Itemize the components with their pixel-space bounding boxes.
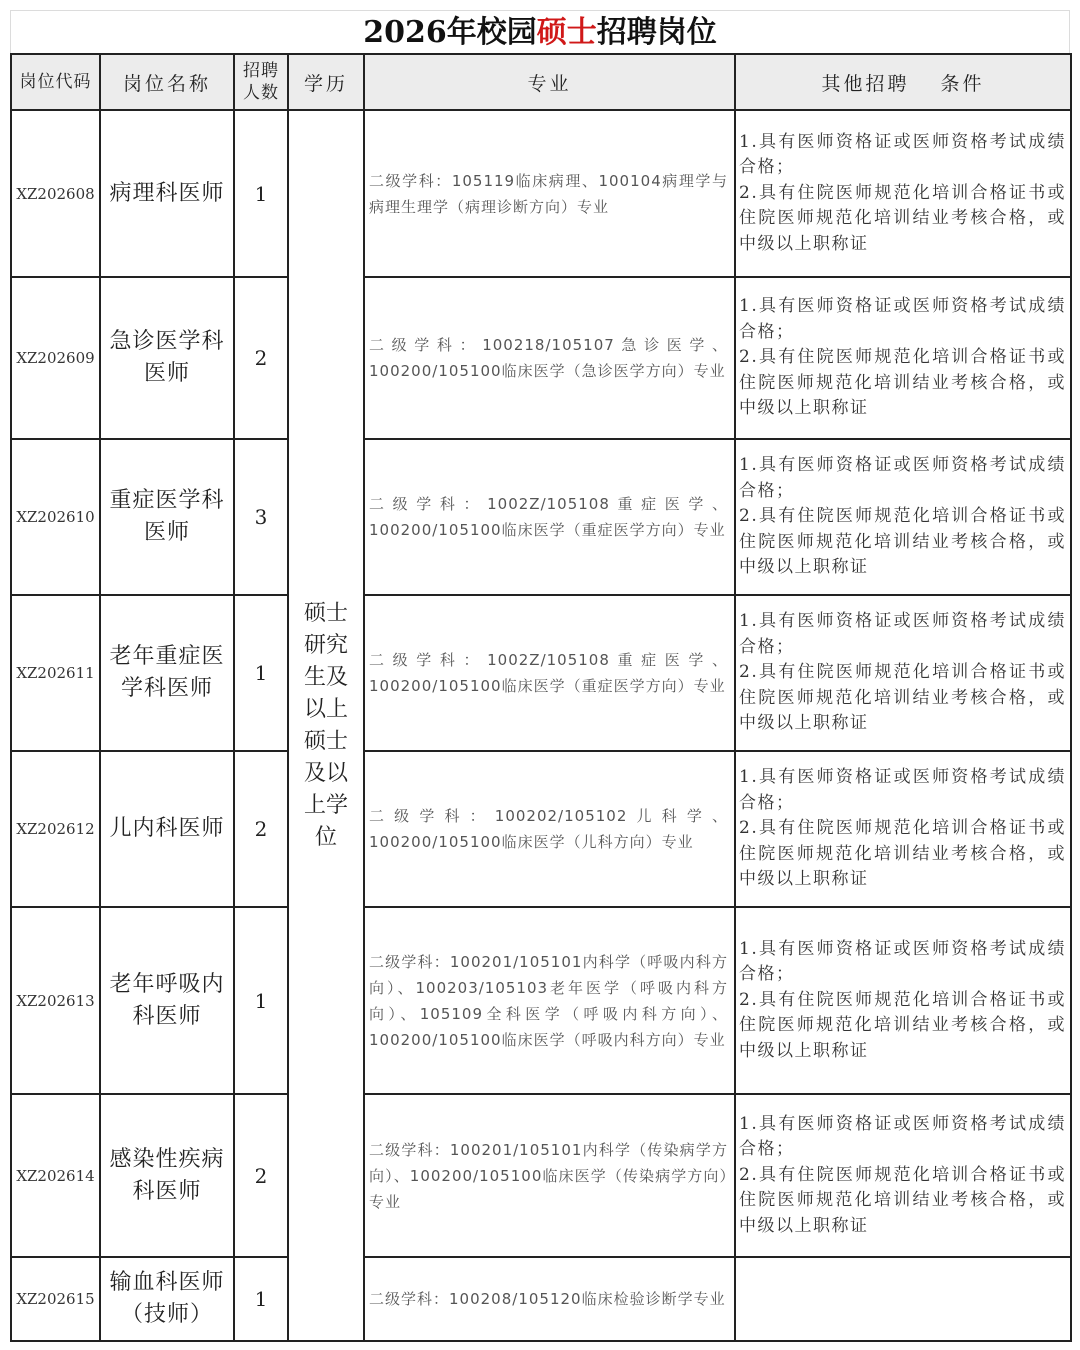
position-conditions: 1.具有医师资格证或医师资格考试成绩合格； 2.具有住院医师规范化培训合格证书或住院医师规范化培训结业考核合格，或中级以上职称证 <box>735 277 1071 439</box>
position-major: 二级学科：105119临床病理、100104病理学与病理生理学（病理诊断方向）专业 <box>364 110 735 277</box>
table-row <box>11 110 1071 277</box>
header-conditions: 其他招聘 条件 <box>735 54 1071 110</box>
header-code: 岗位代码 <box>11 54 100 110</box>
table-header-row <box>11 54 1071 110</box>
position-major: 二级学科：100218/105107急诊医学、100200/105100临床医学（急诊医学方向）专业 <box>364 277 735 439</box>
table-row <box>11 595 1071 751</box>
position-code: XZ202615 <box>11 1257 100 1341</box>
position-conditions: 1.具有医师资格证或医师资格考试成绩合格； 2.具有住院医师规范化培训合格证书或住院医师规范化培训结业考核合格，或中级以上职称证 <box>735 1094 1071 1257</box>
table-row <box>11 439 1071 595</box>
position-name: 病理科医师 <box>100 110 234 277</box>
position-code: XZ202610 <box>11 439 100 595</box>
position-code: XZ202614 <box>11 1094 100 1257</box>
table-row <box>11 1094 1071 1257</box>
position-code: XZ202613 <box>11 907 100 1094</box>
header-count: 招聘人数 <box>234 54 288 110</box>
page-title: 2026年校园硕士招聘岗位 <box>10 10 1070 54</box>
table-row <box>11 907 1071 1094</box>
position-conditions: 1.具有医师资格证或医师资格考试成绩合格； 2.具有住院医师规范化培训合格证书或住院医师规范化培训结业考核合格，或中级以上职称证 <box>735 110 1071 277</box>
education-text: 硕士研究生及以上硕士及以上学位 <box>303 600 348 850</box>
position-name: 老年重症医学科医师 <box>100 595 234 751</box>
position-count: 2 <box>234 1094 288 1257</box>
position-conditions: 1.具有医师资格证或医师资格考试成绩合格； 2.具有住院医师规范化培训合格证书或住院医师规范化培训结业考核合格，或中级以上职称证 <box>735 751 1071 907</box>
table-row <box>11 277 1071 439</box>
position-name: 老年呼吸内科医师 <box>100 907 234 1094</box>
position-count: 1 <box>234 1257 288 1341</box>
position-major: 二级学科：100208/105120临床检验诊断学专业 <box>364 1257 735 1341</box>
position-count: 1 <box>234 110 288 277</box>
position-major: 二级学科：100202/105102儿科学、100200/105100临床医学（儿科方向）专业 <box>364 751 735 907</box>
position-conditions-empty <box>735 1257 1071 1341</box>
position-major: 二级学科：100201/105101内科学（传染病学方向）、100200/105100临床医学（传染病学方向）专业 <box>364 1094 735 1257</box>
position-major: 二级学科：1002Z/105108重症医学、100200/105100临床医学（重症医学方向）专业 <box>364 439 735 595</box>
position-code: XZ202611 <box>11 595 100 751</box>
position-code: XZ202608 <box>11 110 100 277</box>
header-major: 专业 <box>364 54 735 110</box>
education-cell <box>288 110 364 1341</box>
position-name: 感染性疾病科医师 <box>100 1094 234 1257</box>
positions-table <box>10 53 1072 1342</box>
position-name: 输血科医师（技师） <box>100 1257 234 1341</box>
position-name: 重症医学科医师 <box>100 439 234 595</box>
position-code: XZ202612 <box>11 751 100 907</box>
position-count: 3 <box>234 439 288 595</box>
title-highlight: 硕士 <box>536 15 597 50</box>
position-conditions: 1.具有医师资格证或医师资格考试成绩合格； 2.具有住院医师规范化培训合格证书或住院医师规范化培训结业考核合格，或中级以上职称证 <box>735 439 1071 595</box>
table-row <box>11 751 1071 907</box>
position-major: 二级学科：1002Z/105108重症医学、100200/105100临床医学（重症医学方向）专业 <box>364 595 735 751</box>
position-name: 儿内科医师 <box>100 751 234 907</box>
position-conditions: 1.具有医师资格证或医师资格考试成绩合格； 2.具有住院医师规范化培训合格证书或住院医师规范化培训结业考核合格，或中级以上职称证 <box>735 907 1071 1094</box>
position-count: 2 <box>234 751 288 907</box>
position-major: 二级学科：100201/105101内科学（呼吸内科方向）、100203/105103老年医学（呼吸内科方向）、105109全科医学（呼吸内科方向）、100200/105100临床医学（呼吸内科方向）专业 <box>364 907 735 1094</box>
position-code: XZ202609 <box>11 277 100 439</box>
position-conditions: 1.具有医师资格证或医师资格考试成绩合格； 2.具有住院医师规范化培训合格证书或住院医师规范化培训结业考核合格，或中级以上职称证 <box>735 595 1071 751</box>
position-name: 急诊医学科医师 <box>100 277 234 439</box>
position-count: 2 <box>234 277 288 439</box>
table-row <box>11 1257 1071 1341</box>
header-name: 岗位名称 <box>100 54 234 110</box>
header-education: 学历 <box>288 54 364 110</box>
position-count: 1 <box>234 595 288 751</box>
position-count: 1 <box>234 907 288 1094</box>
